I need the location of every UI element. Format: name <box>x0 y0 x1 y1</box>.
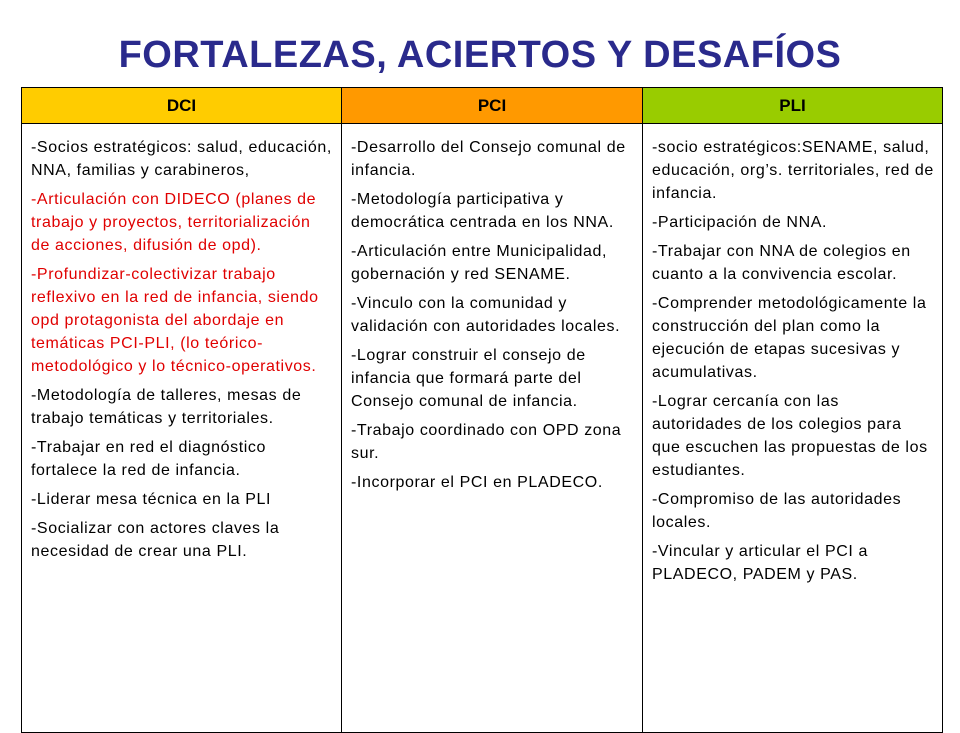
list-item: -Trabajar con NNA de colegios en cuanto a la convivencia escolar. <box>652 243 911 283</box>
list-item: -Trabajar en red el diagnóstico fortalece la red de infancia. <box>31 439 267 479</box>
column-cell-pli <box>643 124 943 733</box>
column-header-pci: PCI <box>342 88 643 124</box>
list-item: -Socializar con actores claves la necesidad de crear una PLI. <box>31 520 280 560</box>
list-item: -Profundizar-colectivizar trabajo reflexivo en la red de infancia, siendo opd protagonista del abordaje en temáticas PCI-PLI, (lo teórico-metodológico y lo técnico-operativos. <box>31 266 319 375</box>
column-header-dci: DCI <box>22 88 342 124</box>
list-item: -Metodología de talleres, mesas de trabajo temáticas y territoriales. <box>31 387 302 427</box>
list-item: -Participación de NNA. <box>652 214 828 231</box>
list-item: -socio estratégicos:SENAME, salud, educación, org’s. territoriales, red de infancia. <box>652 139 934 202</box>
list-item: -Metodología participativa y democrática centrada en los NNA. <box>351 191 614 231</box>
list-item: -Socios estratégicos: salud, educación, NNA, familias y carabineros, <box>31 139 332 179</box>
list-item: -Vinculo con la comunidad y validación con autoridades locales. <box>351 295 621 335</box>
list-item: -Incorporar el PCI en PLADECO. <box>351 474 603 491</box>
list-item: -Articulación entre Municipalidad, gobernación y red SENAME. <box>351 243 608 283</box>
table-body-row <box>22 124 943 733</box>
list-item: -Liderar mesa técnica en la PLI <box>31 491 272 508</box>
table-header-row <box>22 88 943 124</box>
list-item: -Desarrollo del Consejo comunal de infancia. <box>351 139 626 179</box>
list-item: -Lograr construir el consejo de infancia que formará parte del Consejo comunal de infancia. <box>351 347 586 410</box>
list-item: -Comprender metodológicamente la construcción del plan como la ejecución de etapas sucesivas y acumulativas. <box>652 295 927 381</box>
comparison-table <box>21 87 943 733</box>
column-header-pli: PLI <box>643 88 943 124</box>
list-item: -Trabajo coordinado con OPD zona sur. <box>351 422 622 462</box>
list-item: -Articulación con DIDECO (planes de trabajo y proyectos, territorialización de acciones, difusión de opd). <box>31 191 317 254</box>
list-item: -Compromiso de las autoridades locales. <box>652 491 902 531</box>
slide-title: FORTALEZAS, ACIERTOS Y DESAFÍOS <box>118 34 842 76</box>
column-cell-pci <box>342 124 643 733</box>
list-item: -Lograr cercanía con las autoridades de los colegios para que escuchen las propuestas de los estudiantes. <box>652 393 928 479</box>
list-item: -Vincular y articular el PCI a PLADECO, PADEM y PAS. <box>652 543 868 583</box>
column-cell-dci <box>22 124 342 733</box>
